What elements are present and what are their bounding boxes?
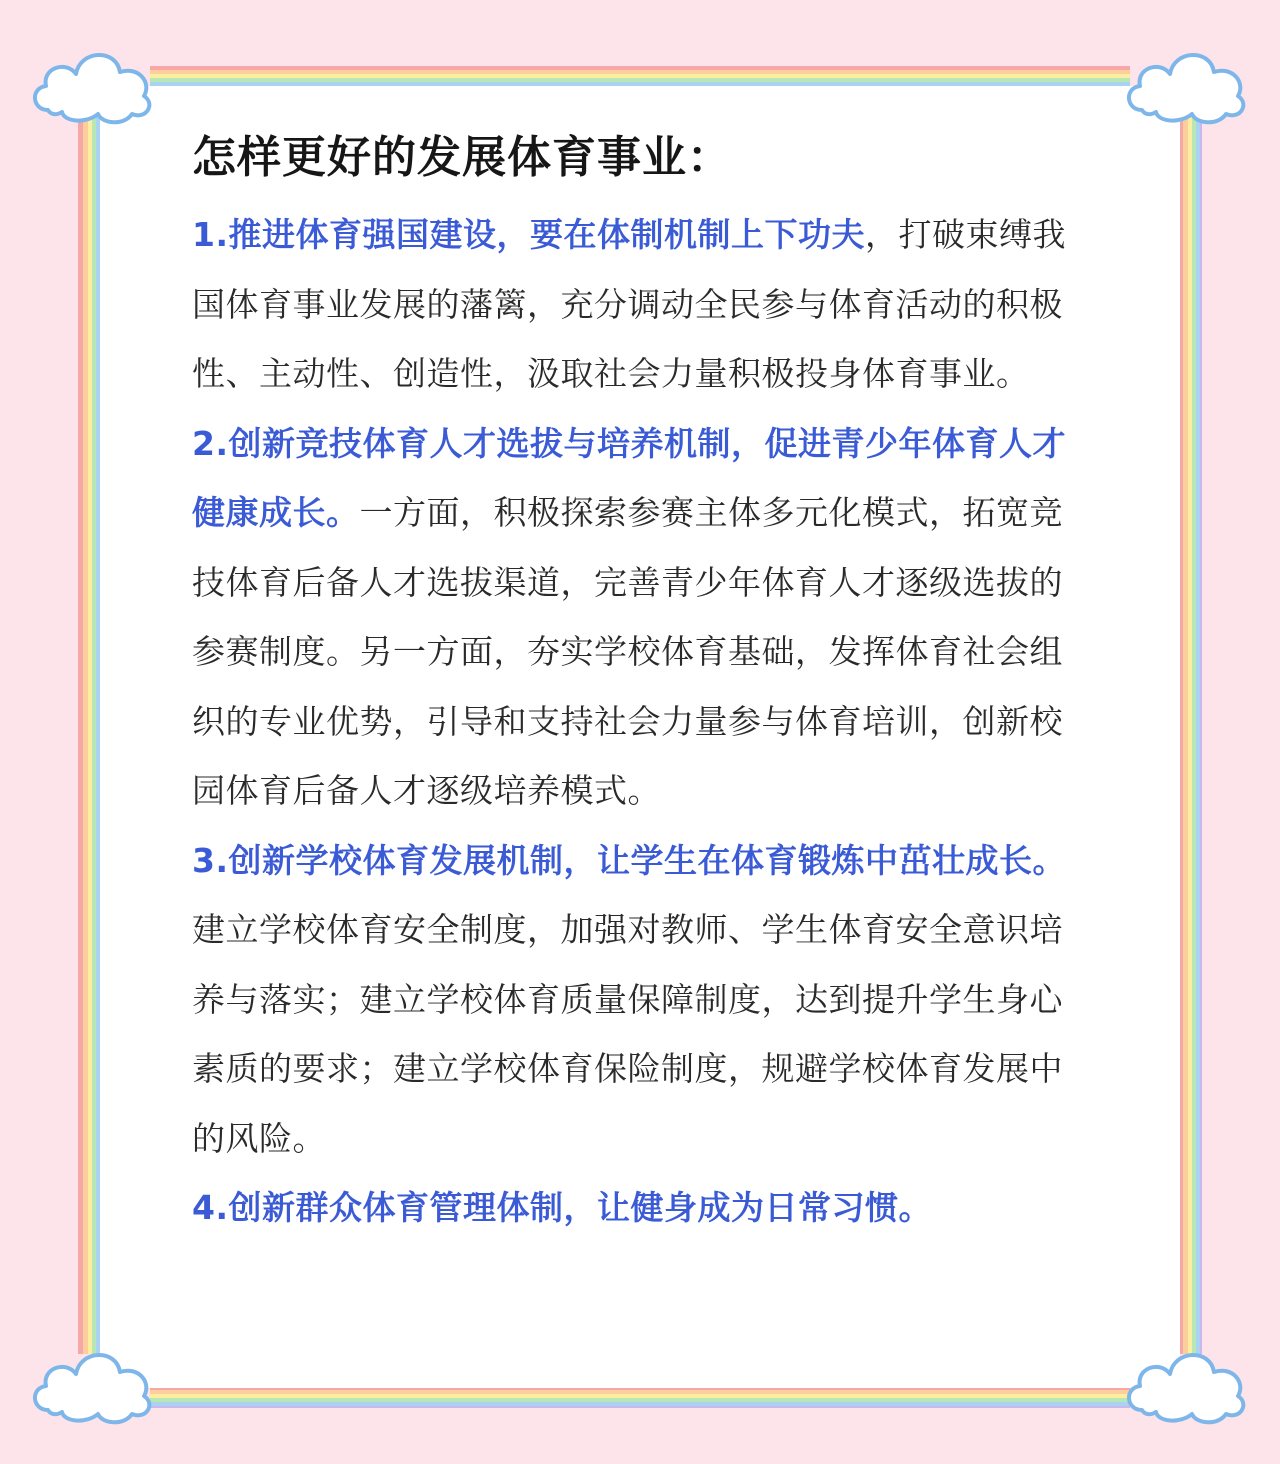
list-item [192, 1173, 1092, 1243]
item-heading: 1.推进体育强国建设，要在体制机制上下功夫 [192, 215, 865, 254]
item-body: 建立学校体育安全制度，加强对教师、学生体育安全意识培养与落实；建立学校体育质量保障制度，达到提升学生身心素质的要求；建立学校体育保险制度，规避学校体育发展中的风险。 [192, 910, 1063, 1158]
rainbow-border-left [78, 110, 102, 1354]
cloud-icon [28, 1340, 158, 1430]
item-heading: 4.创新群众体育管理体制，让健身成为日常习惯。 [192, 1188, 932, 1227]
cloud-icon [28, 40, 158, 130]
list-item [192, 409, 1092, 826]
item-heading: 2.创新竞技体育人才选拔与培养机制，促进青少年体育人才健康成长。 [192, 423, 1066, 532]
cloud-icon [1122, 40, 1252, 130]
list-item [192, 200, 1092, 409]
cloud-icon [1122, 1340, 1252, 1430]
item-body: 一方面，积极探索参赛主体多元化模式，拓宽竞技体育后备人才选拔渠道，完善青少年体育人才逐级选拔的参赛制度。另一方面，夯实学校体育基础，发挥体育社会组织的专业优势，引导和支持社会力量参与体育培训，创新校园体育后备人才逐级培养模式。 [192, 493, 1063, 810]
list-item [192, 826, 1092, 1174]
item-body: ，打破束缚我国体育事业发展的藩篱，充分调动全民参与体育活动的积极性、主动性、创造性，汲取社会力量积极投身体育事业。 [192, 215, 1066, 393]
rainbow-border-bottom [150, 1386, 1130, 1408]
rainbow-border-top [150, 66, 1130, 88]
rainbow-border-right [1178, 110, 1202, 1354]
page-title: 怎样更好的发展体育事业： [192, 132, 732, 183]
item-heading: 3.创新学校体育发展机制，让学生在体育锻炼中茁壮成长。 [192, 840, 1066, 880]
article [192, 118, 1092, 1243]
